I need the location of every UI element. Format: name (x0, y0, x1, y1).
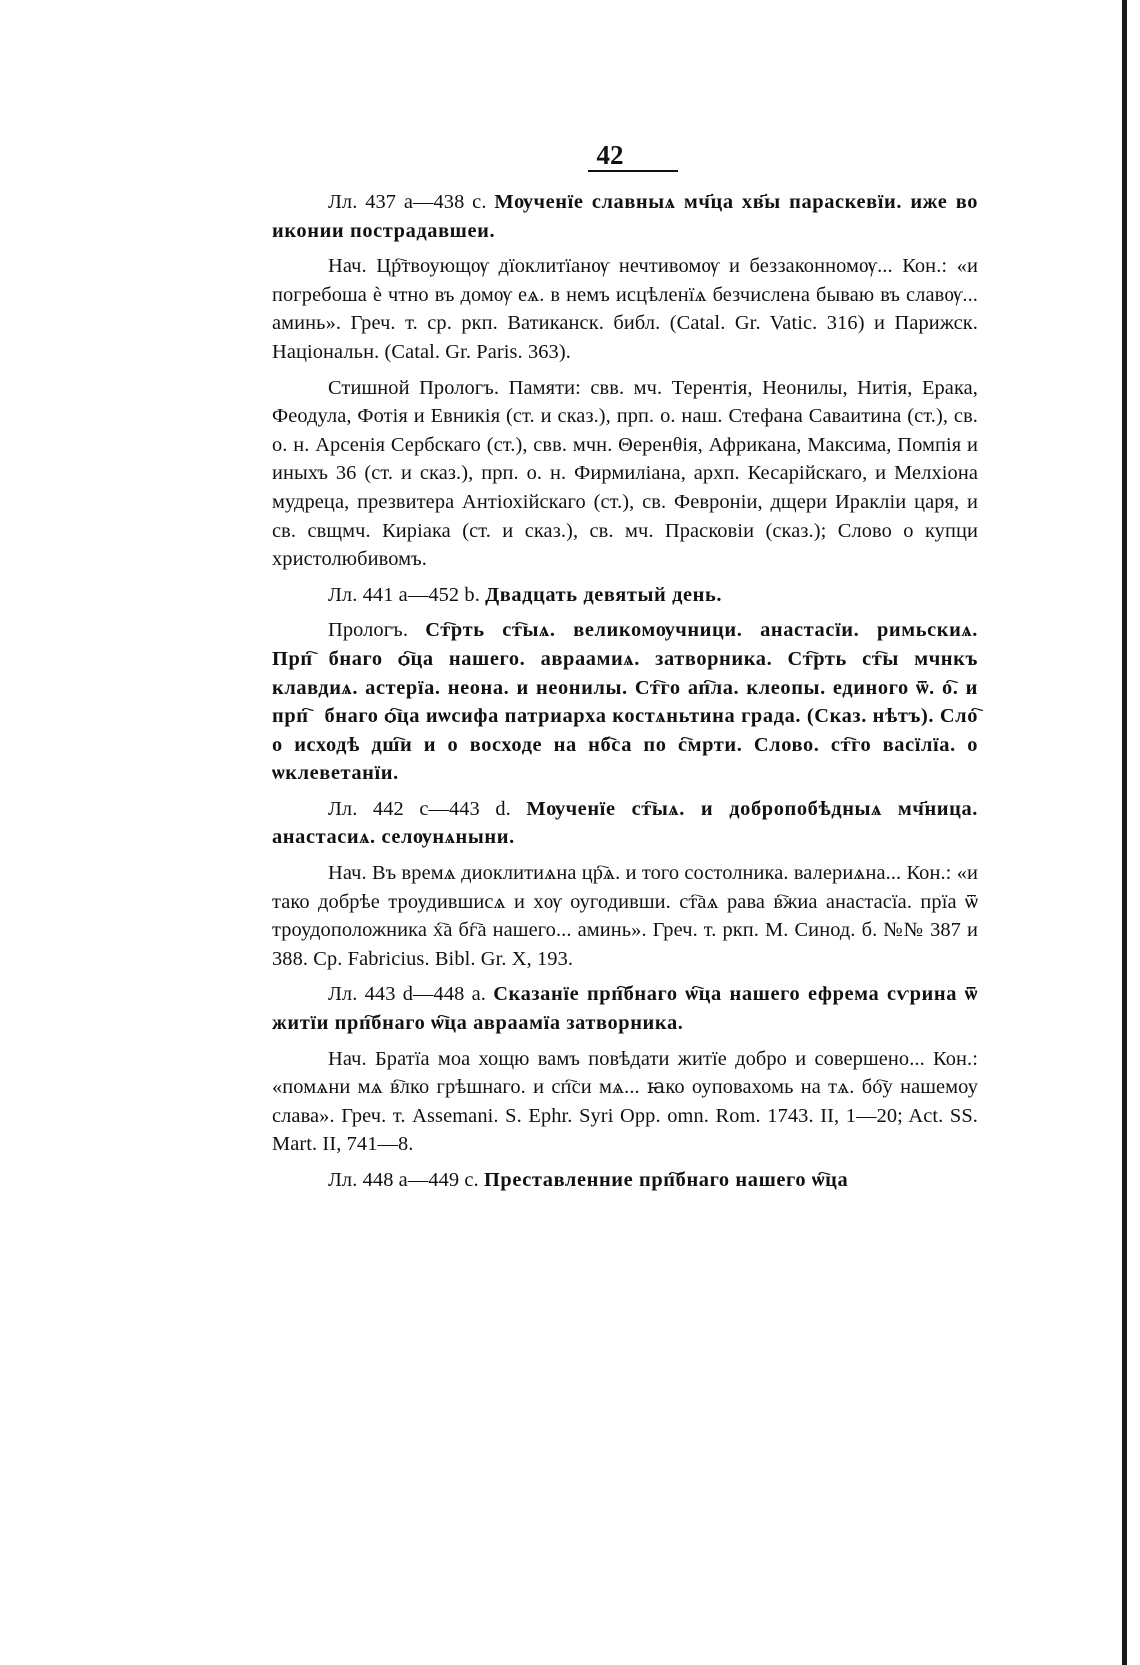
entry-ref: Прологъ. (328, 619, 409, 642)
entry-title: Сказанїе прп҇бнаго ѡ҇ца нашего ефрема сѵрина ѿ житїи прп҇бнаго ѡ҇ца авраамїа затворника. (272, 983, 978, 1035)
incipit-443 (272, 1045, 978, 1159)
entry-title: Преставленние прп҇бнаго нашего ѡ҇ца (483, 1169, 849, 1191)
entry-title: Мѹченїе ст҇ыѧ. и добропобѣдныѧ мч҃ница. анастасиѧ. селѹнѧныни. (272, 797, 978, 849)
entry-text: Ст҇рть ст҇ыѧ. великомѹчници. анастасїи. римьскиѧ. Прп҇ⷪбнаго ѻ҇ца нашего. авраамиѧ. затворника. Ст҇рть ст҇ы мчнкъ клавдиѧ. астерїа. неона. и неонилы. Ст҇го ап҇ла. клеопы. единого ѿ. о҇. и прп҇ⷪбнаго ѻ҇ца иѡсифа патриарха костѧньтина града. (Сказ. нѣтъ). Сло҇ о исходѣ дш҇и и о восходе на нб҇са по с҇мрти. Слово. ст҇го васїлїа. о ѡклеветанїи. (272, 619, 978, 785)
entry-title: Двадцать девятый день. (485, 583, 723, 606)
entry-ref: Нач. (328, 1047, 367, 1070)
entry-text: Памяти: свв. мч. Терентія, Неонилы, Нитія, Ерака, Феодула, Фотія и Евникія (ст. и сказ.), прп. о. наш. Стефана Саваитина (ст.), св. о. н. Арсенія Сербскаго (ст.), свв. мчн. Θеренθія, Африкана, Максима, Помпія и иныхъ 36 (ст. и сказ.), прп. о. н. Фирмиліана, архп. Кесарійскаго, и Мелхіона мудреца, презвитера Антіохійскаго (ст.), св. Февроніи, дщери Иракліи царя, и св. свщмч. Киріака (ст. и сказ.), св. мч. Прасковіи (сказ.); Слово о купци христолюбивомъ. (272, 376, 979, 571)
entry-ref: Лл. 437 а—438 с. (328, 191, 487, 213)
entry-437 (272, 188, 978, 245)
entry-text: Цр҇твоующѹ дїоклитїанѹ нечтивомѹ и беззаконномѹ... Кон.: «и погребоша ѐ чтно въ домѹ еѧ. в немъ исцѣленїѧ безчислена бываю въ славѹ... аминь». Греч. т. ср. ркп. Ватиканск. библ. (Catal. Gr. Vatic. 316) и Парижск. Національн. (Catal. Gr. Paris. 363). (272, 255, 979, 363)
incipit-442 (272, 859, 978, 973)
entry-ref: Лл. 442 с—443 d. (328, 797, 511, 820)
entry-ref: Нач. (328, 255, 367, 278)
entry-title: Мѹченїе славныѧ мч҃ца хв҃ы параскевїи. иже во иконии пострадавшеи. (272, 191, 979, 242)
prologue-441 (272, 616, 978, 788)
page-number-rule (588, 170, 678, 172)
entry-ref: Лл. 448 а—449 с. (328, 1169, 479, 1191)
page-number: 42 (596, 140, 624, 170)
entry-ref: Лл. 443 d—448 а. (328, 983, 486, 1006)
entry-442 (272, 795, 978, 852)
entry-text: Братїа моа хощю вамъ повѣдати житїе добро и совершено... Кон.: «помѧни мѧ в҇лко грѣшнаго. и сп҇си мѧ... ꙗко оуповахомь на тѧ. бо҇у нашемоу слава». Греч. т. Assemani. S. Ephr. Syri Opp. omn. Rom. 1743. II, 1—20; Act. SS. Mart. II, 741—8. (272, 1047, 978, 1156)
page-edge-line (1122, 0, 1127, 1665)
entry-441 (272, 581, 978, 610)
page-body (272, 188, 978, 1202)
entry-ref: Стишной Прологъ. (328, 376, 500, 399)
incipit-437 (272, 252, 978, 366)
entry-448 (272, 1166, 978, 1195)
prologue-verse (272, 374, 978, 574)
entry-text: Въ времѧ диоклитиѧна цр҇ѧ. и того состолника. валериѧна... Кон.: «и тако добрѣе троудившисѧ и хѹ оугодивши. ст҇аѧ рава в҇жиа анастасїа. прїа ѿ троудоположника х҇а бг҇а нашего... аминь». Греч. т. ркп. М. Синод. б. №№ 387 и 388. Ср. Fabricius. Bibl. Gr. X, 193. (272, 862, 978, 970)
entry-ref: Лл. 441 а—452 b. (328, 583, 480, 606)
entry-ref: Нач. (328, 862, 367, 885)
entry-443 (272, 980, 978, 1037)
